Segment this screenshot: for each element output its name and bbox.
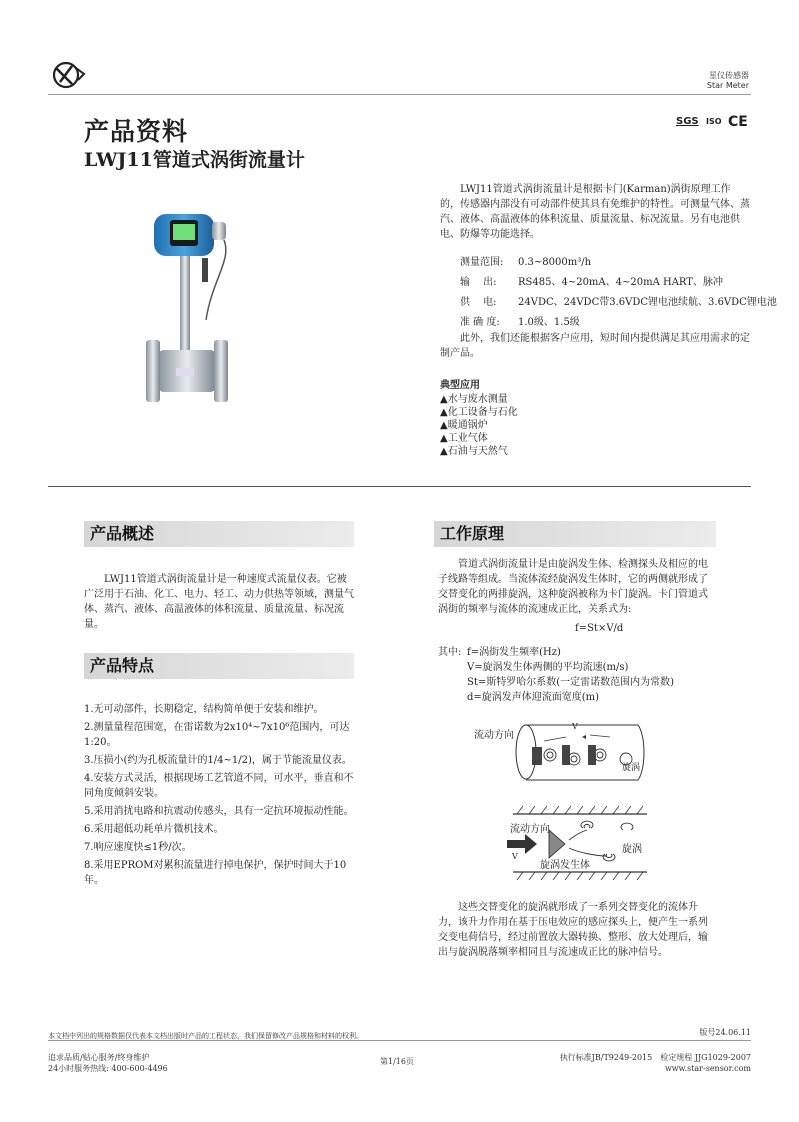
diagram2-body-label: 旋涡发生体 [540, 860, 590, 871]
footer-divider [48, 1040, 751, 1041]
version-number: 版号24.06.11 [699, 1028, 751, 1037]
definition-item: f=涡街发生频率(Hz) [467, 647, 561, 658]
footer-slogan: 追求品质/贴心服务/终身维护 [48, 1053, 150, 1062]
overview-text: LWJ11管道式涡街流量计是一种速度式流量仪表。它被广泛用于石油、化工、电力、轻工、动力供热等领域，测量气体、蒸汽、液体、高温液体的体积流量、质量流量、标况流量。 [84, 574, 354, 630]
diagram2-v-label: V [512, 852, 518, 861]
intro-text: LWJ11管道式涡街流量计是根据卡门(Karman)涡街原理工作的，传感器内部没有可动部件使其具有免维护的特性。可测量气体、蒸汽、液体、高温液体的体积流量、质量流量、标况流量。另有电池供电、防爆等功能选择。 [440, 184, 750, 240]
footer-hotline: 24小时服务热线: 400-600-4496 [48, 1064, 168, 1073]
spec-list [460, 253, 777, 333]
principle-heading: 工作原理 [434, 521, 716, 547]
sgs-mark: SGS [676, 116, 699, 127]
list-item: ▲水与废水测量 [440, 394, 508, 405]
list-item: 5.采用消扰电路和抗震动传感头，具有一定抗环境振动性能。 [84, 806, 354, 817]
diagram1-flow-label: 流动方向 [474, 730, 514, 741]
footer-contact [48, 1052, 168, 1074]
spec-row: 供 电: 24VDC、24VDC带3.6VDC锂电池续航、3.6VDC锂电池 [460, 297, 777, 308]
page-number: 第1/16页 [380, 1057, 414, 1066]
diagram2-vortex-label: 旋涡 [622, 844, 642, 855]
list-item: 7.响应速度快≤1秒/次。 [84, 842, 192, 853]
certifications [676, 114, 752, 132]
list-item: 3.压损小(约为孔板流量计的1/4~1/2)，属于节能流量仪表。 [84, 755, 352, 766]
standards-text: 执行标准JB/T9249-2015 检定规程 JJG1029-2007 [559, 1053, 751, 1062]
features-list [84, 702, 360, 891]
company-logo-icon [48, 60, 88, 90]
ce-mark: CE [728, 114, 748, 130]
footer-disclaimer: 本文档中列出的规格数据仅代表本文档出版时产品的工程状态，我们保留修改产品规格和材料的权利。 [48, 1032, 363, 1040]
list-item: ▲化工设备与石化 [440, 407, 518, 418]
footer-standards [560, 1052, 751, 1074]
brand-cn: 星仪传感器 [709, 71, 749, 80]
diagram1-vortex-label: 旋涡 [622, 763, 641, 773]
formula: f=St×V/d [575, 623, 624, 634]
list-item: ▲工业气体 [440, 433, 488, 444]
product-photo [140, 200, 240, 415]
applications-list [440, 393, 518, 458]
definition-item: d=旋涡发声体迎流面宽度(m) [467, 692, 600, 703]
principle-text: 管道式涡街流量计是由旋涡发生体、检测探头及相应的电子线路等组成。当流体流经旋涡发生体时，它的两侧就形成了交替变化的两排旋涡，这种旋涡被称为卡门旋涡。卡门管道式涡街的频率与流体的流速成正比，关系式为: [438, 559, 708, 615]
section-divider [48, 486, 751, 487]
spec-row: 输 出: RS485、4~20mA、4~20mA HART、脉冲 [460, 277, 723, 288]
brand-block [707, 71, 749, 91]
spec-row: 测量范围: 0.3~8000m³/h [460, 257, 592, 268]
list-item: 8.采用EPROM对累积流量进行掉电保护，保护时间大于10年。 [84, 860, 347, 886]
applications-title: 典型应用 [440, 380, 480, 391]
principle-closing-text: 这些交替变化的旋涡就形成了一系列交替变化的流体升力，该升力作用在基于压电效应的感应探头上，便产生一系列交变电荷信号，经过前置放大器转换、整形、放大处理后，输出与旋涡脱落频率相同且与流速成正比的脉冲信号。 [438, 902, 708, 958]
list-item: 6.采用超低功耗单片微机技术。 [84, 824, 224, 835]
definition-item: St=斯特罗哈尔系数(一定雷诺数范围内为常数) [467, 677, 675, 688]
definition-item: V=旋涡发生体两侧的平均流速(m/s) [467, 662, 629, 673]
features-heading: 产品特点 [84, 653, 354, 679]
list-item: 1.无可动部件，长期稳定，结构简单便于安装和维护。 [84, 704, 324, 715]
iso-mark: ISO [706, 117, 722, 126]
overview-heading: 产品概述 [84, 521, 354, 547]
product-title: LWJ11管道式涡街流量计 [84, 149, 305, 171]
list-item: ▲暖通锅炉 [440, 420, 488, 431]
diagram1-v-label: V [572, 722, 578, 731]
variable-definitions [467, 645, 674, 705]
website-link[interactable]: www.star-sensor.com [664, 1064, 751, 1073]
list-item: ▲石油与天然气 [440, 446, 508, 457]
list-item: 2.测量量程范围宽，在雷诺数为2x10⁴~7x10⁶范围内，可达1:20。 [84, 722, 350, 748]
page-title: 产品资料 [84, 117, 189, 146]
where-label: 其中: [438, 647, 462, 658]
spec-row: 准 确 度: 1.0级、1.5级 [460, 317, 580, 328]
list-item: 4.安装方式灵活，根据现场工艺管道不同，可水平，垂直和不同角度倾斜安装。 [84, 773, 354, 799]
diagram2-flow-label: 流动方向 [510, 824, 550, 835]
header-divider [48, 94, 751, 95]
custom-note: 此外，我们还能根据客户应用，短时间内提供满足其应用需求的定制产品。 [440, 333, 750, 359]
brand-en: Star Meter [706, 81, 749, 90]
